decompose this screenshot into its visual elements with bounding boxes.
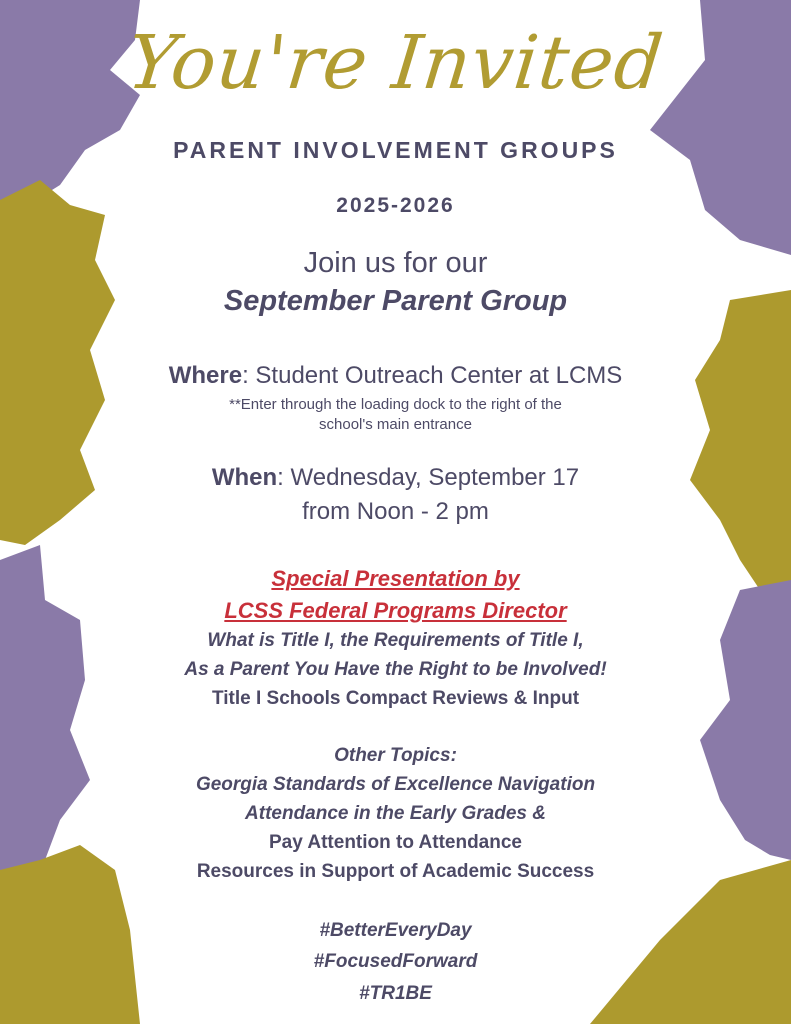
where-line [0,362,791,390]
special-presenter: LCSS Federal Programs Director [224,598,567,623]
hashtag-focused-forward: #FocusedForward [313,951,478,972]
when-time: from Noon - 2 pm [302,498,489,525]
topic-title-one-requirements: What is Title I, the Requirements of Title I, [207,630,584,651]
when-label: When [211,464,278,491]
other-topic-attendance-early: Attendance in the Early Grades & [245,803,546,824]
other-topic-resources: Resources in Support of Academic Success [196,861,595,882]
when-line [0,464,791,492]
purple-stroke-left [0,545,90,880]
where-value: : Student Outreach Center at LCMS [242,362,623,389]
special-presentation-heading: Special Presentation by [271,566,520,591]
join-line: Join us for our [303,247,488,279]
hashtag-better-every-day: #BetterEveryDay [319,920,472,941]
other-topics-heading: Other Topics: [334,745,457,766]
where-note [0,395,791,435]
hashtag-tribe: #TR1BE [359,983,432,1004]
event-name: September Parent Group [223,285,568,317]
topic-parent-rights: As a Parent You Have the Right to be Involved! [184,659,607,680]
gold-stroke-right [690,290,791,600]
flyer-subtitle: PARENT INVOLVEMENT GROUPS [173,137,618,163]
flyer-title: You're Invited [123,20,668,106]
other-topic-pay-attention: Pay Attention to Attendance [269,832,522,853]
when-value: : Wednesday, September 17 [277,464,580,491]
where-note-line-1: **Enter through the loading dock to the right of the [229,396,562,413]
school-year: 2025-2026 [336,194,455,217]
other-topic-standards: Georgia Standards of Excellence Navigation [195,774,596,795]
where-label: Where [168,362,243,389]
topic-compact-reviews: Title I Schools Compact Reviews & Input [211,688,580,709]
where-note-line-2: school's main entrance [319,416,472,433]
